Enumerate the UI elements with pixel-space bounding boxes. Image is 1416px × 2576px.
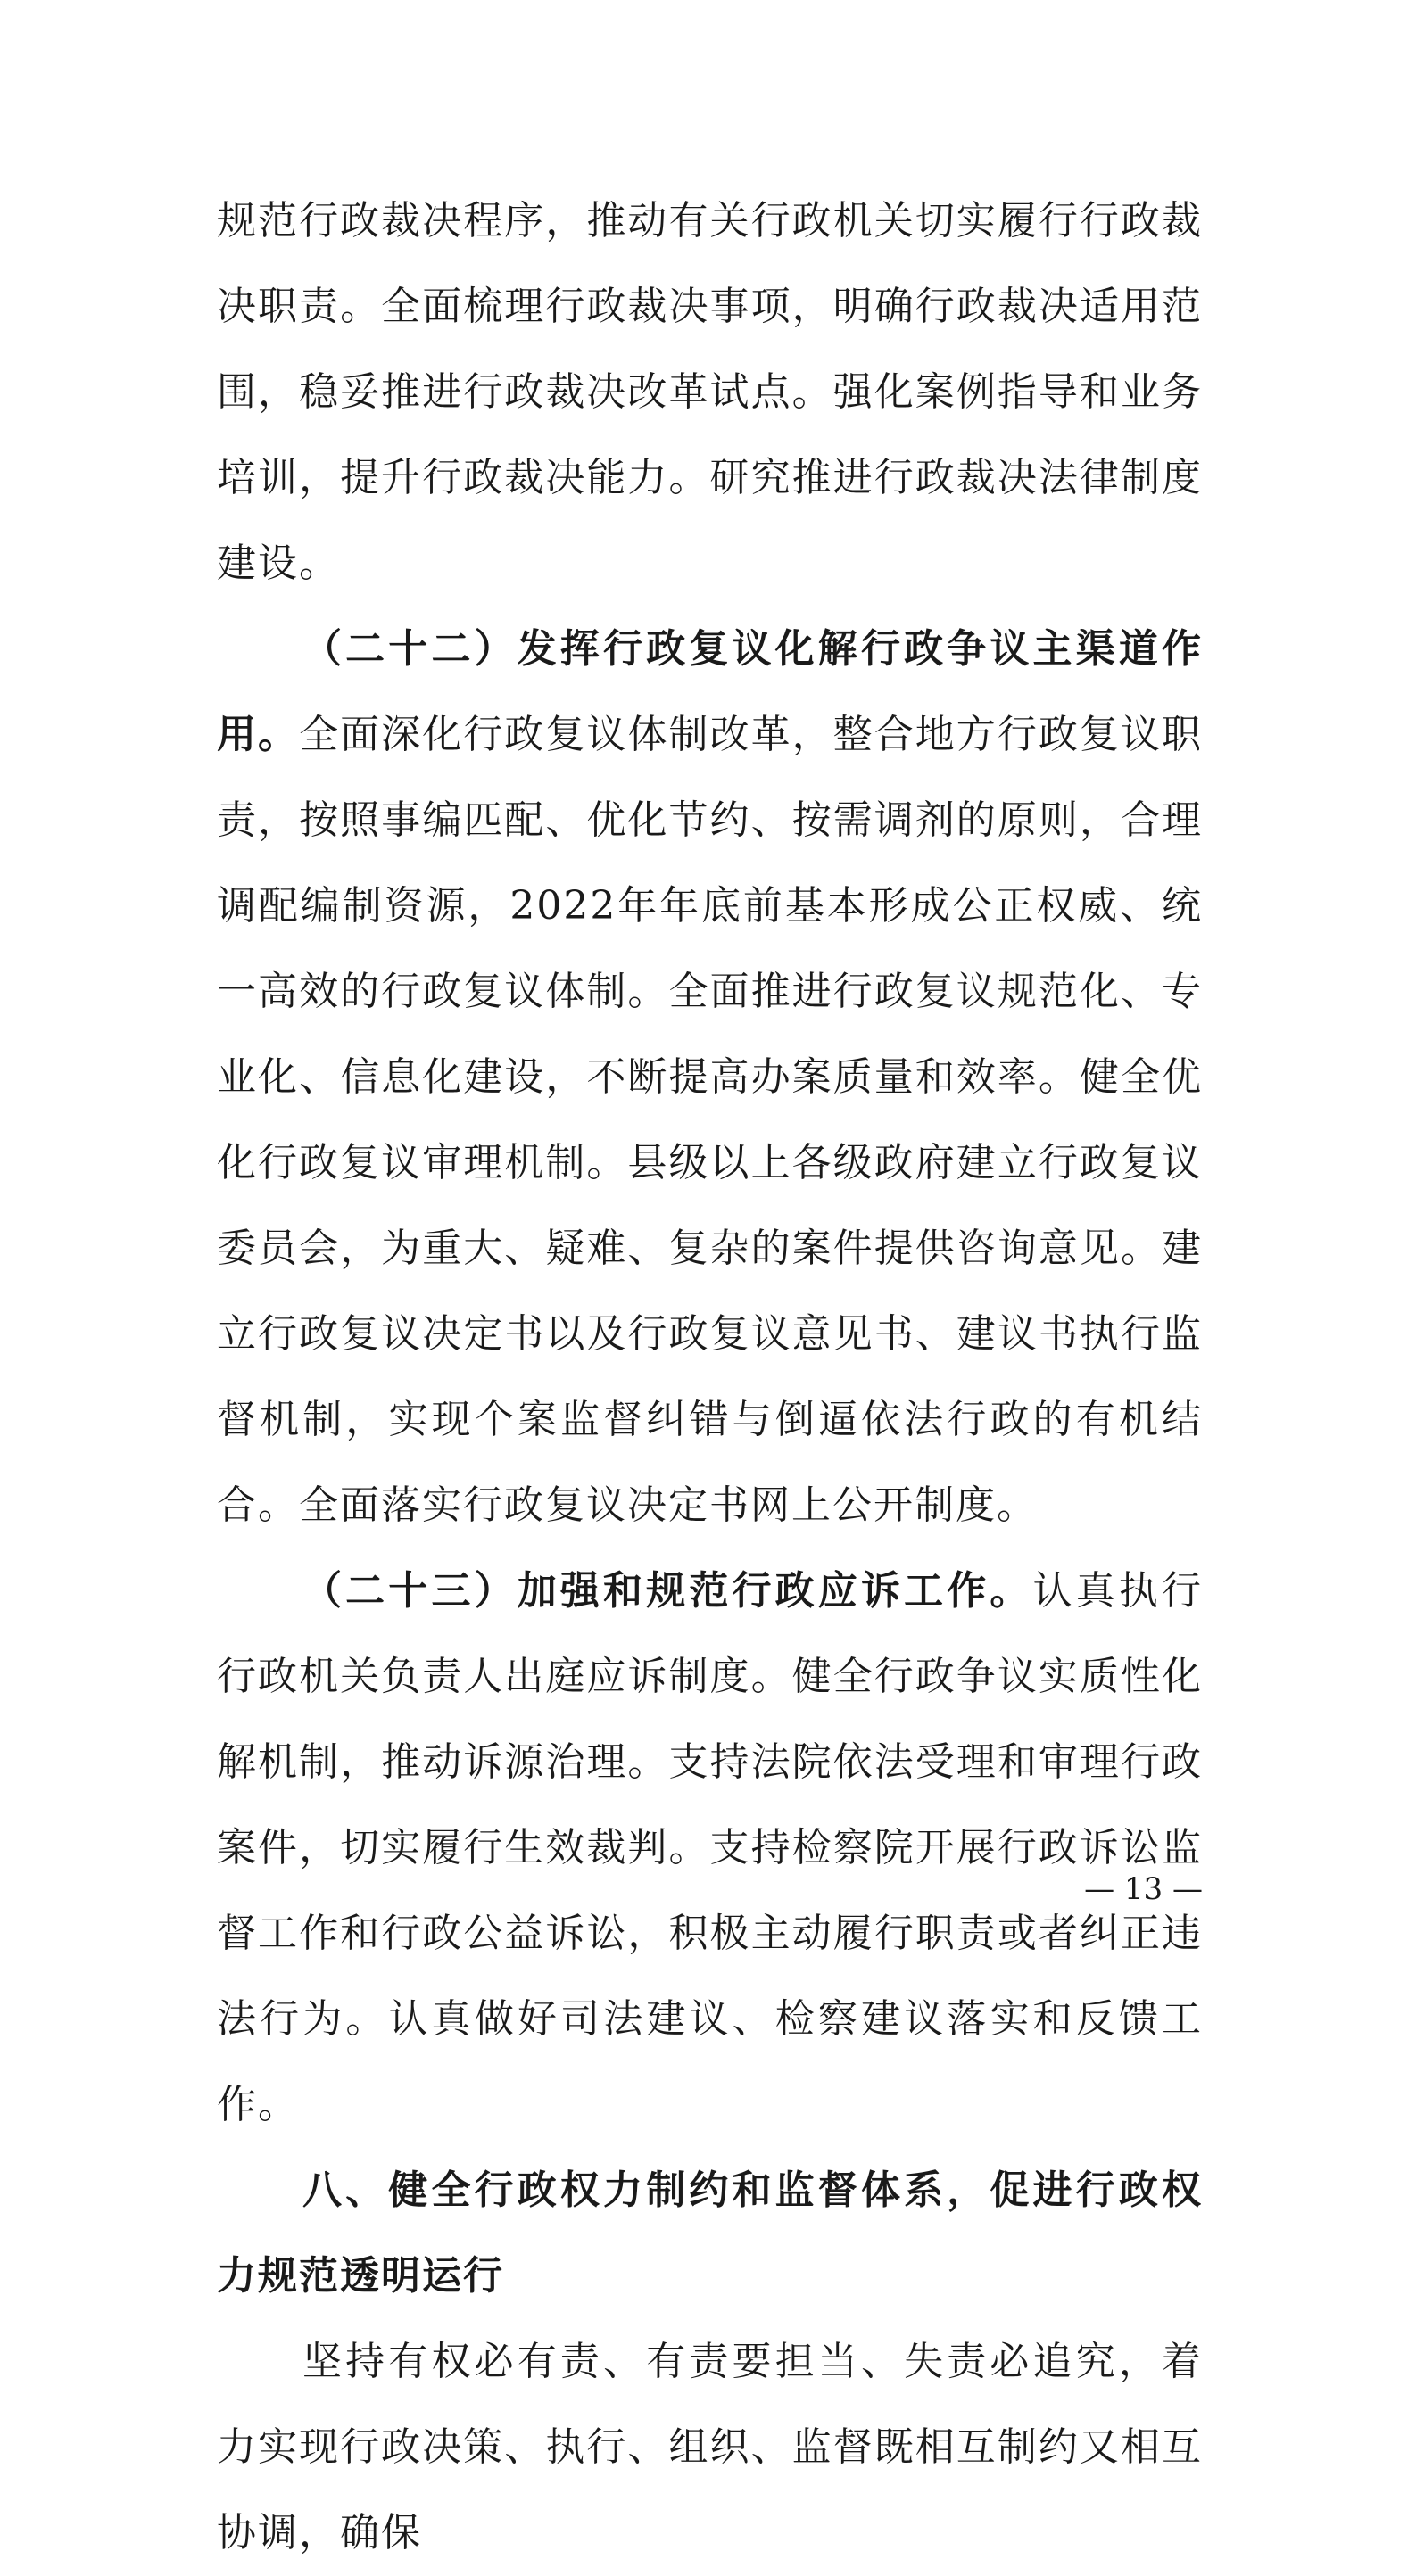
paragraph-23-body: 认真执行行政机关负责人出庭应诉制度。健全行政争议实质性化解机制，推动诉源治理。支持法院依法受理和审理行政案件，切实履行生效裁判。支持检察院开展行政诉讼监督工作和行政公益诉讼，积极主动履行职责或者纠正违法行为。认真做好司法建议、检察建议落实和反馈工作。 (217, 1568, 1204, 2127)
document-body (217, 178, 1203, 2576)
page-number: — 13 — (1084, 1871, 1203, 1907)
paragraph-administrative-reconsideration (217, 607, 1203, 1548)
subheading-22: （二十二）发挥行政复议化解行政争议主渠道作用。 (217, 626, 1203, 757)
section-heading-8: 八、健全行政权力制约和监督体系，促进行政权力规范透明运行 (217, 2167, 1203, 2299)
paragraph-section-8-intro: 坚持有权必有责、有责要担当、失责必追究，着力实现行政决策、执行、组织、监督既相互制约又相互协调，确保 (217, 2339, 1203, 2555)
paragraph-22-body: 全面深化行政复议体制改革，整合地方行政复议职责，按照事编匹配、优化节约、按需调剂的原则，合理调配编制资源，2022年年底前基本形成公正权威、统一高效的行政复议体制。全面推进行政复议规范化、专业化、信息化建设，不断提高办案质量和效率。健全优化行政复议审理机制。县级以上各级政府建立行政复议委员会，为重大、疑难、复杂的案件提供咨询意见。建立行政复议决定书以及行政复议意见书、建议书执行监督机制，实现个案监督纠错与倒逼依法行政的有机结合。全面落实行政复议决定书网上公开制度。 (217, 712, 1204, 1528)
subheading-23: （二十三）加强和规范行政应诉工作。 (302, 1568, 1033, 1614)
paragraph-administrative-ruling: 规范行政裁决程序，推动有关行政机关切实履行行政裁决职责。全面梳理行政裁决事项，明确行政裁决适用范围，稳妥推进行政裁决改革试点。强化案例指导和业务培训，提升行政裁决能力。研究推进行政裁决法律制度建设。 (217, 198, 1203, 586)
paragraph-administrative-litigation (217, 1548, 1203, 2148)
